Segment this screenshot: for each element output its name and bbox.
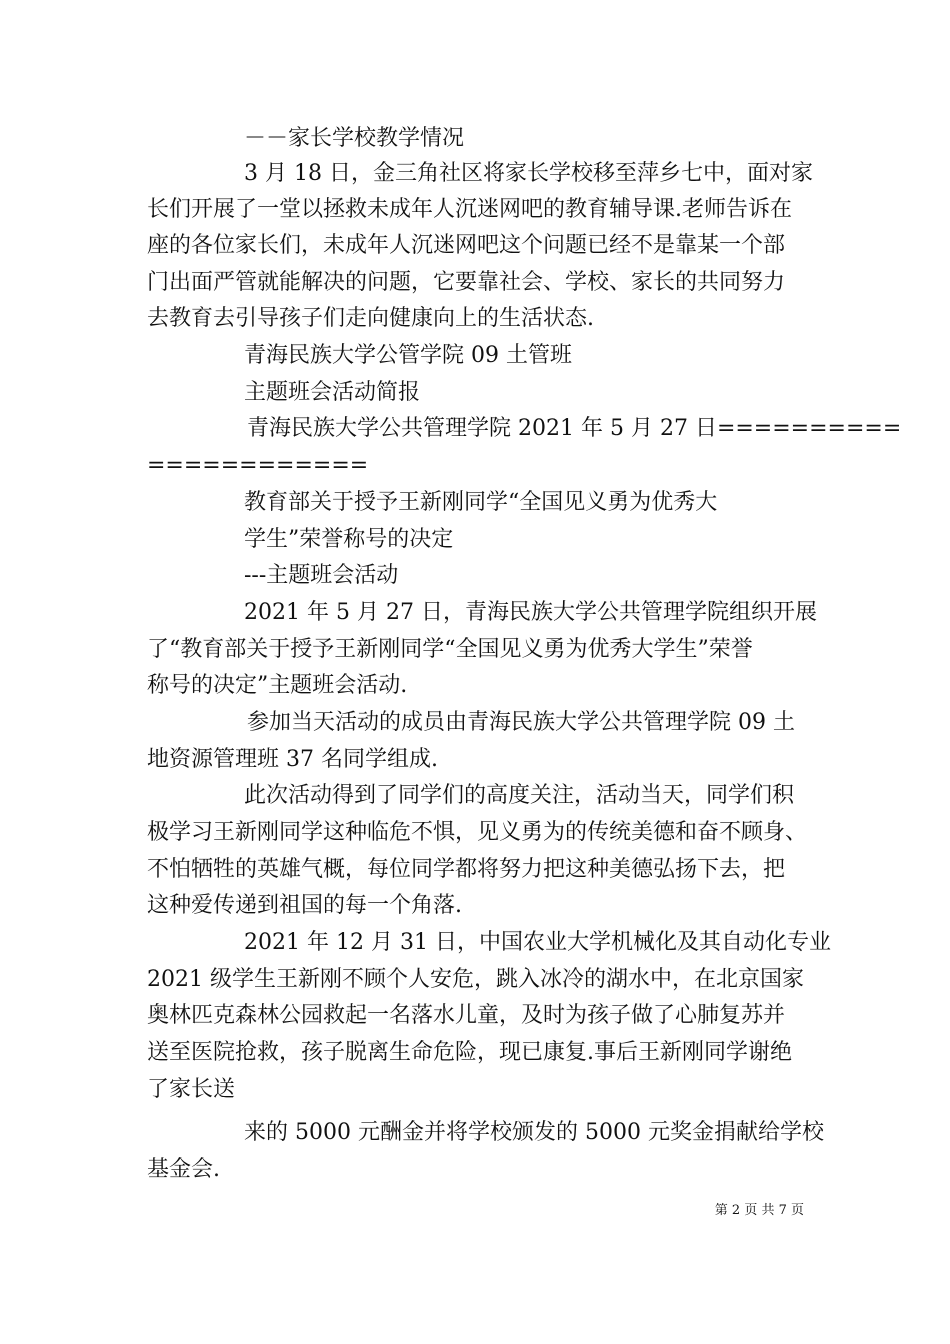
text-line: 青海民族大学公共管理学院 2021 年 5 月 27 日========== [247,416,902,441]
text-line: 奥林匹克森林公园救起一名落水儿童，及时为孩子做了心肺复苏并 [147,1003,786,1028]
text-line: 教育部关于授予王新刚同学“全国见义勇为优秀大 [244,490,718,515]
text-line: 门出面严管就能解决的问题，它要靠社会、学校、家长的共同努力 [147,270,786,295]
text-line: 极学习王新刚同学这种临危不惧，见义勇为的传统美德和奋不顾身、 [147,820,808,845]
page-number-footer: 第 2 页 共 7 页 [714,1203,804,1218]
text-line: 来的 5000 元酬金并将学校颁发的 5000 元奖金捐献给学校 [244,1120,824,1145]
text-line: 学生”荣誉称号的决定 [244,527,454,552]
text-line: 基金会. [147,1157,220,1182]
text-line: ============ [147,453,369,478]
text-line: 这种爱传递到祖国的每一个角落. [147,893,462,918]
text-line: 2021 年 12 月 31 日，中国农业大学机械化及其自动化专业 [244,930,831,955]
text-line: 座的各位家长们，未成年人沉迷网吧这个问题已经不是靠某一个部 [147,233,786,258]
text-line: －－家长学校教学情况 [244,126,465,151]
text-line: 2021 年 5 月 27 日，青海民族大学公共管理学院组织开展 [244,600,817,625]
text-line: 主题班会活动简报 [244,380,421,405]
text-line: 长们开展了一堂以拯救未成年人沉迷网吧的教育辅导课.老师告诉在 [147,197,792,222]
text-line: 不怕牺牲的英雄气概，每位同学都将努力把这种美德弘扬下去，把 [147,857,786,882]
text-line: 了“教育部关于授予王新刚同学“全国见义勇为优秀大学生”荣誉 [147,637,753,662]
text-line: 去教育去引导孩子们走向健康向上的生活状态. [147,306,594,331]
text-line: 3 月 18 日，金三角社区将家长学校移至萍乡七中，面对家 [244,161,813,186]
text-line: 送至医院抢救，孩子脱离生命危险，现已康复.事后王新刚同学谢绝 [147,1040,792,1065]
text-line: 此次活动得到了同学们的高度关注，活动当天，同学们积 [244,783,795,808]
text-line: 参加当天活动的成员由青海民族大学公共管理学院 09 土 [247,710,795,735]
text-line: 了家长送 [147,1077,236,1102]
text-line: 青海民族大学公管学院 09 土管班 [244,343,572,368]
text-line: ---主题班会活动 [244,563,399,588]
text-line: 称号的决定”主题班会活动. [147,673,408,698]
text-line: 2021 级学生王新刚不顾个人安危，跳入冰冷的湖水中，在北京国家 [147,967,804,992]
text-line: 地资源管理班 37 名同学组成. [147,747,438,772]
